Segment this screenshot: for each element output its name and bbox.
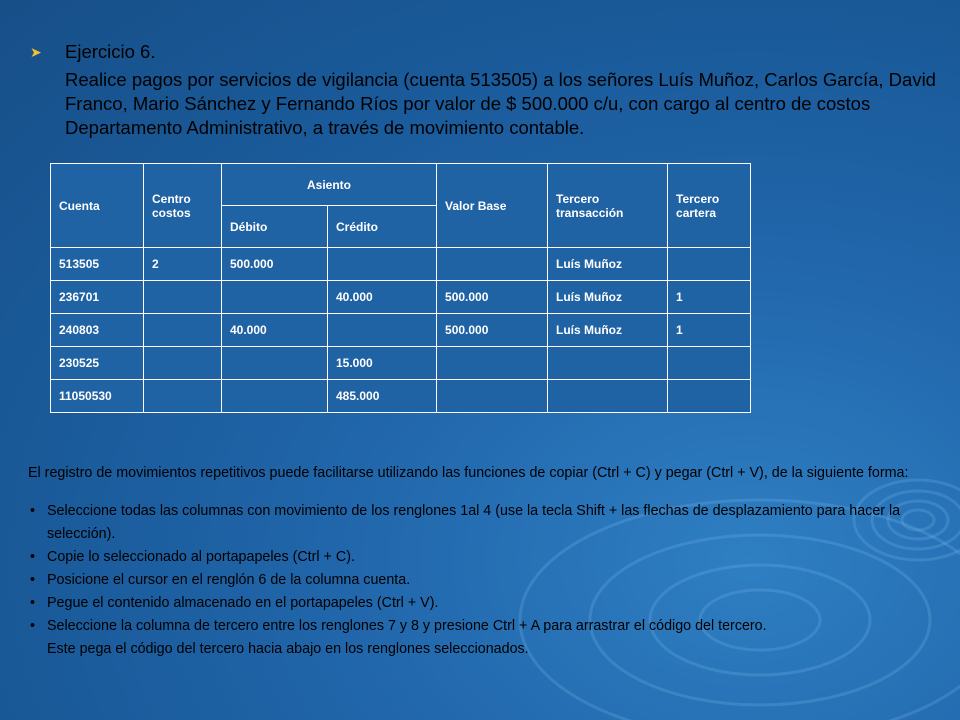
cell-cuenta: 240803 [51, 314, 144, 347]
cell-cuenta: 230525 [51, 347, 144, 380]
cell-centro-costos [144, 380, 222, 413]
arrow-bullet-icon: ➤ [30, 44, 42, 60]
cell-debito [222, 347, 328, 380]
list-item: • Pegue el contenido almacenado en el portapapeles (Ctrl + V). [28, 592, 938, 615]
cell-credito: 15.000 [328, 347, 437, 380]
table-row [51, 314, 751, 347]
list-item: • Copie lo seleccionado al portapapeles (Ctrl + C). [28, 546, 938, 569]
cell-credito [328, 248, 437, 281]
cell-tercero-cartera [668, 347, 751, 380]
cell-valor-base [437, 248, 548, 281]
header-valor-base: Valor Base [437, 164, 548, 248]
list-item: • Seleccione la columna de tercero entre los renglones 7 y 8 y presione Ctrl + A para arrastrar el código del tercero. [28, 615, 938, 638]
cell-cuenta: 236701 [51, 281, 144, 314]
cell-tercero-transaccion: Luís Muñoz [548, 281, 668, 314]
table-header-row [51, 164, 751, 206]
exercise-title: Ejercicio 6. [65, 41, 156, 62]
cell-debito [222, 380, 328, 413]
cell-valor-base [437, 347, 548, 380]
table-row [51, 380, 751, 413]
cell-debito: 40.000 [222, 314, 328, 347]
cell-valor-base: 500.000 [437, 314, 548, 347]
header-cuenta: Cuenta [51, 164, 144, 248]
header-credito: Crédito [328, 206, 437, 248]
cell-tercero-transaccion [548, 347, 668, 380]
cell-credito: 40.000 [328, 281, 437, 314]
instructions-intro: El registro de movimientos repetitivos puede facilitarse utilizando las funciones de copiar (Ctrl + C) y pegar (Ctrl + V), de la siguiente forma: [28, 465, 909, 481]
accounting-entry-table [50, 163, 751, 413]
list-item: • Posicione el cursor en el renglón 6 de la columna cuenta. [28, 569, 938, 592]
cell-centro-costos [144, 347, 222, 380]
exercise-statement: Realice pagos por servicios de vigilancia (cuenta 513505) a los señores Luís Muñoz, Carlos García, David Franco, Mario Sánchez y Fernando Ríos por valor de $ 500.000 c/u, con cargo al centro de costos Departamento Administrativo, a través de movimiento contable. [65, 69, 936, 138]
cell-tercero-cartera [668, 380, 751, 413]
cell-tercero-transaccion: Luís Muñoz [548, 314, 668, 347]
bullet-dot-icon: • [30, 549, 36, 565]
cell-tercero-cartera: 1 [668, 281, 751, 314]
cell-debito: 500.000 [222, 248, 328, 281]
instructions-continuation: Este pega el código del tercero hacia abajo en los renglones seleccionados. [47, 641, 529, 657]
cell-valor-base [437, 380, 548, 413]
header-tercero-cartera: Tercero cartera [668, 164, 751, 248]
instructions-list [28, 500, 938, 638]
table-row [51, 347, 751, 380]
cell-credito: 485.000 [328, 380, 437, 413]
header-debito: Débito [222, 206, 328, 248]
cell-centro-costos: 2 [144, 248, 222, 281]
table-row [51, 281, 751, 314]
header-tercero-transaccion: Tercero transacción [548, 164, 668, 248]
cell-centro-costos [144, 314, 222, 347]
cell-valor-base: 500.000 [437, 281, 548, 314]
cell-centro-costos [144, 281, 222, 314]
instructions [28, 462, 938, 661]
cell-cuenta: 11050530 [51, 380, 144, 413]
table-row [51, 248, 751, 281]
header-centro-costos: Centro costos [144, 164, 222, 248]
bullet-dot-icon: • [30, 595, 36, 611]
cell-tercero-cartera: 1 [668, 314, 751, 347]
cell-debito [222, 281, 328, 314]
bullet-dot-icon: • [30, 572, 36, 588]
cell-tercero-transaccion [548, 380, 668, 413]
cell-tercero-transaccion: Luís Muñoz [548, 248, 668, 281]
cell-tercero-cartera [668, 248, 751, 281]
header-asiento: Asiento [222, 164, 437, 206]
cell-cuenta: 513505 [51, 248, 144, 281]
bullet-dot-icon: • [30, 503, 36, 519]
cell-credito [328, 314, 437, 347]
bullet-dot-icon: • [30, 618, 36, 634]
list-item: • Seleccione todas las columnas con movimiento de los renglones 1al 4 (use la tecla Shift + las flechas de desplazamiento para hacer la selección). [28, 500, 938, 546]
